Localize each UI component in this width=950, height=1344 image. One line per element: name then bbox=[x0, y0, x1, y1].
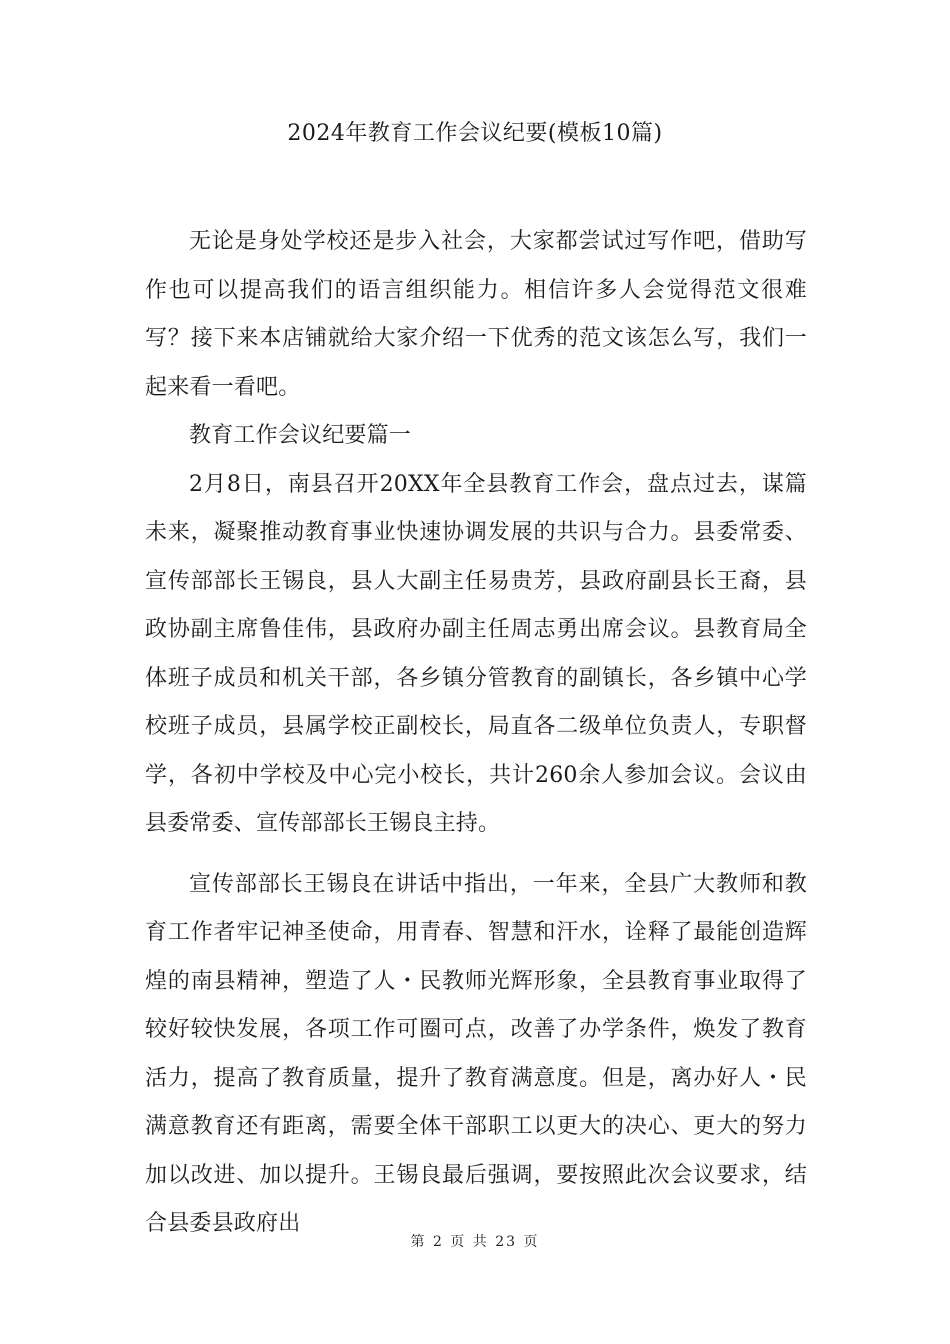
document-title: 2024年教育工作会议纪要(模板10篇) bbox=[287, 121, 663, 146]
document-body bbox=[145, 218, 807, 1249]
section-heading: 教育工作会议纪要篇一 bbox=[189, 423, 412, 448]
speech-paragraph: 宣传部部长王锡良在讲话中指出，一年来，全县广大教师和教育工作者牢记神圣使命，用青春、智慧和汗水，诠释了最能创造辉煌的南县精神，塑造了人・民教师光辉形象，全县教育事业取得了较好较快发展，各项工作可圈可点，改善了办学条件，焕发了教育活力，提高了教育质量，提升了教育满意度。但是，离办好人・民满意教育还有距离，需要全体干部职工以更大的决心、更大的努力加以改进、加以提升。王锡良最后强调，要按照此次会议要求，结合县委县政府出 bbox=[145, 871, 807, 1236]
page-number-footer: 第 2 页 共 23 页 bbox=[410, 1234, 540, 1250]
intro-paragraph: 无论是身处学校还是步入社会，大家都尝试过写作吧，借助写作也可以提高我们的语言组织能力。相信许多人会觉得范文很难写？接下来本店铺就给大家介绍一下优秀的范文该怎么写，我们一起来看一看吧。 bbox=[145, 229, 807, 400]
meeting-summary-paragraph: 2月8日，南县召开20XX年全县教育工作会，盘点过去，谋篇未来，凝聚推动教育事业快速协调发展的共识与合力。县委常委、宣传部部长王锡良，县人大副主任易贵芳，县政府副县长王裔，县政协副主席鲁佳伟，县政府办副主任周志勇出席会议。县教育局全体班子成员和机关干部，各乡镇分管教育的副镇长，各乡镇中心学校班子成员，县属学校正副校长，局直各二级单位负责人，专职督学，各初中学校及中心完小校长，共计260余人参加会议。会议由县委常委、宣传部部长王锡良主持。 bbox=[145, 471, 807, 836]
